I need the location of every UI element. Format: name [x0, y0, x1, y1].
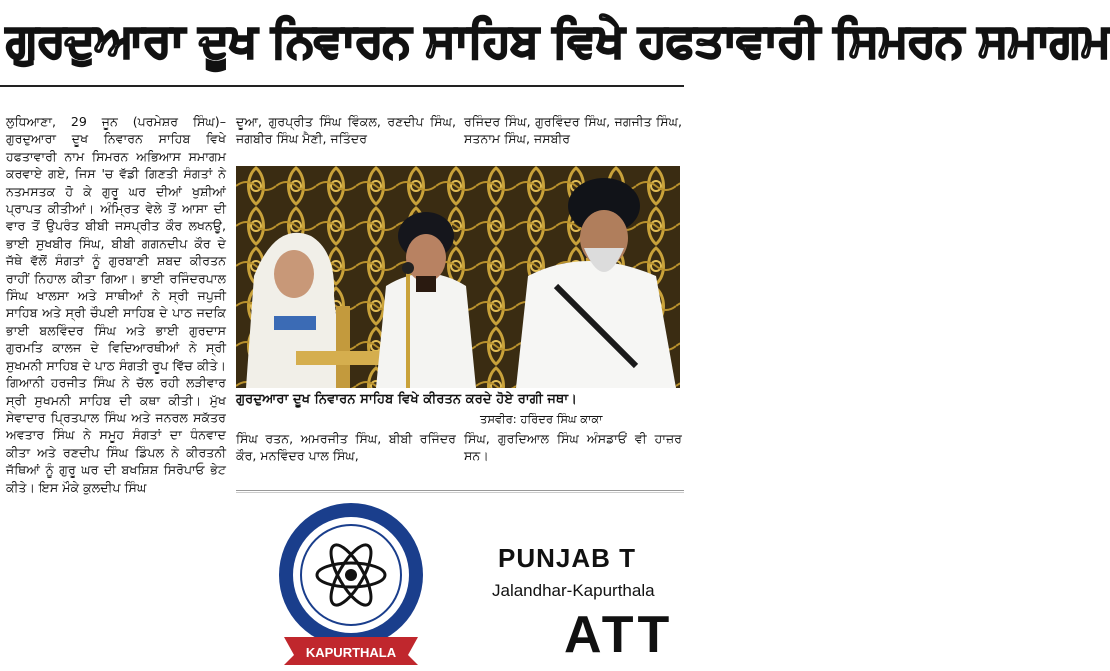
- photo-caption: ਗੁਰਦੁਆਰਾ ਦੂਖ ਨਿਵਾਰਨ ਸਾਹਿਬ ਵਿਖੇ ਕੀਰਤਨ ਕਰਦੇ ਹੋਏ ਰਾਗੀ ਜਥਾ।: [236, 392, 578, 407]
- photo-illustration: [236, 166, 680, 388]
- university-advertisement: [236, 492, 684, 671]
- ad-big-text: ATT: [564, 606, 674, 664]
- article-column-3-top: ਰਜਿੰਦਰ ਸਿੰਘ, ਗੁਰਵਿੰਦਰ ਸਿੰਘ, ਜਗਜੀਤ ਸਿੰਘ, ਸਤਨਾਮ ਸਿੰਘ, ਜਸਬੀਰ: [464, 114, 682, 147]
- headline-rule: [0, 85, 684, 87]
- ad-divider: [236, 490, 684, 491]
- logo-ribbon-text: KAPURTHALA: [305, 645, 397, 660]
- article-column-3-bottom: ਸਿੰਘ, ਗੁਰਦਿਆਲ ਸਿੰਘ ਅੰਸਡਾਓਂ ਵੀ ਹਾਜ਼ਰ ਸਨ।: [464, 431, 682, 464]
- ad-title: PUNJAB T: [498, 543, 637, 573]
- headline: ਗੁਰਦੁਆਰਾ ਦੂਖ ਨਿਵਾਰਨ ਸਾਹਿਬ ਵਿਖੇ ਹਫਤਾਵਾਰੀ ਸਿਮਰਨ ਸਮਾਗਮ: [6, 13, 1110, 67]
- university-logo-icon: [276, 497, 426, 669]
- article-column-1: ਲੁਧਿਆਣਾ, 29 ਜੂਨ (ਪਰਮੇਸ਼ਰ ਸਿੰਘ)–ਗੁਰਦੁਆਰਾ ਦੂਖ ਨਿਵਾਰਨ ਸਾਹਿਬ ਵਿਖੇ ਹਫਤਾਵਾਰੀ ਨਾਮ ਸਿਮਰਨ ਅਭਿਆਸ ਸਮਾਗਮ ਕਰਵਾਏ ਗਏ, ਜਿਸ 'ਚ ਵੱਡੀ ਗਿਣਤੀ ਸੰਗਤਾਂ ਨੇ ਨਤਮਸਤਕ ਹੋ ਕੇ ਗੁਰੂ ਘਰ ਦੀਆਂ ਖੁਸ਼ੀਆਂ ਪ੍ਰਾਪਤ ਕੀਤੀਆਂ। ਅੰਮ੍ਰਿਤ ਵੇਲੇ ਤੋਂ ਆਸਾ ਦੀ ਵਾਰ ਤੋਂ ਉਪਰੰਤ ਬੀਬੀ ਜਸਪ੍ਰੀਤ ਕੌਰ ਲਖਨਊ, ਭਾਈ ਸੁਖਬੀਰ ਸਿੰਘ, ਬੀਬੀ ਗਗਨਦੀਪ ਕੌਰ ਦੇ ਜੱਥੇ ਵੱਲੋਂ ਸੰਗਤਾਂ ਨੂੰ ਗੁਰਬਾਣੀ ਸ਼ਬਦ ਕੀਰਤਨ ਰਾਹੀਂ ਨਿਹਾਲ ਕੀਤਾ ਗਿਆ। ਭਾਈ ਰਜਿੰਦਰਪਾਲ ਸਿੰਘ ਖਾਲਸਾ ਅਤੇ ਸਾਥੀਆਂ ਨੇ ਸ੍ਰੀ ਜਪੁਜੀ ਸਾਹਿਬ ਅਤੇ ਸ੍ਰੀ ਚੌਪਈ ਸਾਹਿਬ ਦੇ ਪਾਠ ਜਦਕਿ ਭਾਈ ਬਲਵਿੰਦਰ ਸਿੰਘ ਅਤੇ ਭਾਈ ਗੁਰਦਾਸ ਗੁਰਮਤਿ ਕਾਲਜ ਦੇ ਵਿਦਿਆਰਥੀਆਂ ਨੇ ਸ੍ਰੀ ਸੁਖਮਨੀ ਸਾਹਿਬ ਦੇ ਪਾਠ ਸੰਗਤੀ ਰੂਪ ਵਿੱਚ ਕੀਤੇ। ਗਿਆਨੀ ਹਰਜੀਤ ਸਿੰਘ ਨੇ ਚੱਲ ਰਹੀ ਲੜੀਵਾਰ ਸ੍ਰੀ ਸੁਖਮਨੀ ਸਾਹਿਬ ਦੀ ਕਥਾ ਕੀਤੀ। ਮੁੱਖ ਸੇਵਾਦਾਰ ਪ੍ਰਿਤਪਾਲ ਸਿੰਘ ਅਤੇ ਜਨਰਲ ਸਕੱਤਰ ਅਵਤਾਰ ਸਿੰਘ ਨੇ ਸਮੂਹ ਸੰਗਤਾਂ ਦਾ ਧੰਨਵਾਦ ਕੀਤਾ ਅਤੇ ਰਣਦੀਪ ਸਿੰਘ ਡਿੰਪਲ ਨੇ ਕੀਰਤਨੀ ਜੱਥਿਆਂ ਨੂੰ ਗੁਰੂ ਘਰ ਦੀ ਬਖਸ਼ਿਸ਼ ਸਿਰੋਪਾਓ ਭੇਟ ਕੀਤੇ। ਇਸ ਮੌਕੇ ਕੁਲਦੀਪ ਸਿੰਘ: [6, 114, 226, 495]
- article-column-2-bottom: ਸਿੰਘ ਰਤਨ, ਅਮਰਜੀਤ ਸਿੰਘ, ਬੀਬੀ ਰਜਿੰਦਰ ਕੌਰ, ਮਨਵਿੰਦਰ ਪਾਲ ਸਿੰਘ,: [236, 431, 456, 464]
- photo-credit: ਤਸਵੀਰ: ਹਰਿੰਦਰ ਸਿੰਘ ਕਾਕਾ: [480, 412, 603, 426]
- article-column-2-top: ਦੂਆ, ਗੁਰਪ੍ਰੀਤ ਸਿੰਘ ਵਿੰਕਲ, ਰਣਦੀਪ ਸਿੰਘ, ਜਗਬੀਰ ਸਿੰਘ ਮੈਣੀ, ਜਤਿੰਦਰ: [236, 114, 456, 147]
- ad-subtitle: Jalandhar-Kapurthala: [492, 581, 655, 600]
- news-photo: [236, 166, 680, 388]
